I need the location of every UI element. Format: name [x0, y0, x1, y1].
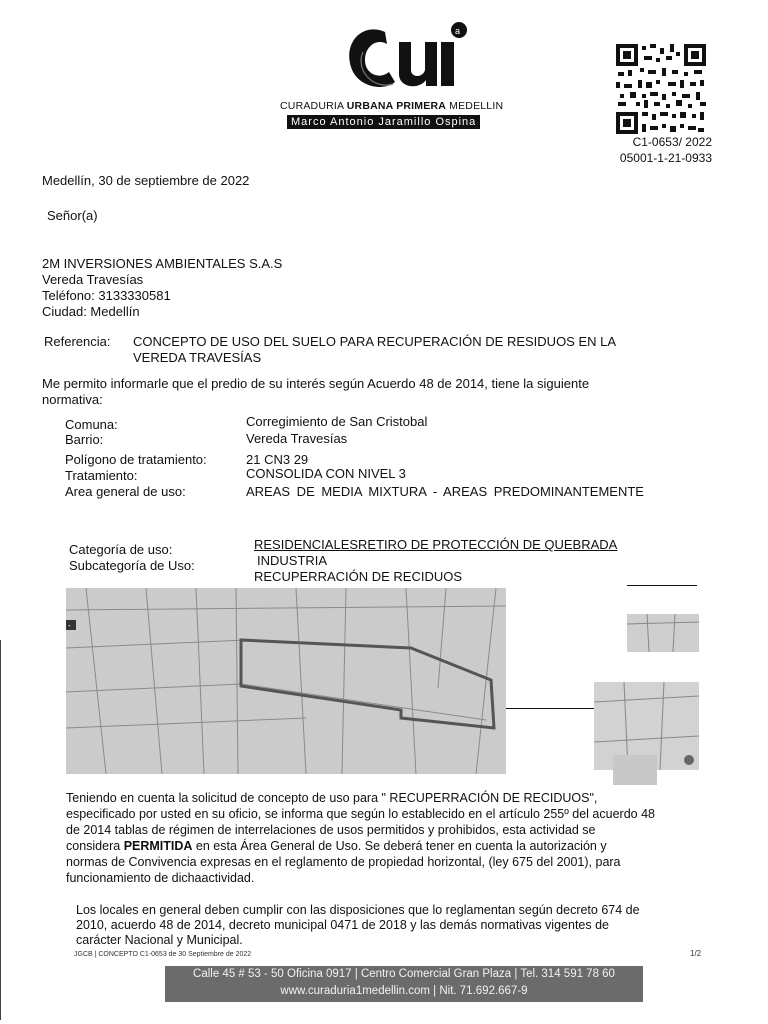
org-bold: URBANA PRIMERA [346, 100, 447, 112]
body-p1-line2: especificado por usted en su oficio, se informa que según lo establecido en el artículo 255º del acuerdo 48 [66, 807, 655, 821]
redacted-box [613, 755, 657, 785]
norm-label-area: Area general de uso: [65, 484, 186, 499]
norm-label-tratamiento: Tratamiento: [65, 468, 138, 483]
footer-contact-bar [165, 966, 643, 1002]
qr-code-icon [614, 42, 708, 136]
body-p1-line1: Teniendo en cuenta la solicitud de concepto de uso para " RECUPERRACIÓN DE RECIDUOS", [66, 791, 598, 805]
permitida-text: PERMITIDA [123, 839, 193, 853]
curaduria-logo [333, 12, 473, 102]
map-inset-top [627, 614, 699, 652]
organization-name [280, 100, 504, 112]
intro-line-1: Me permito informarle que el predio de su interés según Acuerdo 48 de 2014, tiene la siguiente [42, 376, 590, 391]
intro-line-2: normativa: [42, 392, 103, 407]
svg-text:-: - [68, 621, 71, 630]
reference-label: Referencia: [44, 334, 111, 349]
document-small-ref: JGCB | CONCEPTO C1-0653 de 30 Septiembre de 2022 [74, 951, 252, 958]
norm-value-tratamiento: CONSOLIDA CON NIVEL 3 [246, 466, 406, 481]
connector-line [506, 708, 594, 709]
norm-label-comuna: Comuna: [65, 417, 118, 432]
footer-address: Calle 45 # 53 - 50 Oficina 0917 | Centro Comercial Gran Plaza | Tel. 314 591 78 60 [193, 968, 615, 980]
page-edge-line [0, 640, 1, 1020]
norm-value-poligono: 21 CN3 29 [246, 452, 309, 467]
norm-label-poligono: Polígono de tratamiento: [65, 452, 207, 467]
radicado-code: C1-0653/ 2022 [632, 135, 712, 149]
page-number: 1/2 [690, 949, 702, 958]
norm-value-area: AREAS DE MEDIA MIXTURA - AREAS PREDOMINANTEMENTE [246, 484, 644, 499]
date-line: Medellín, 30 de septiembre de 2022 [42, 173, 250, 188]
recipient-name: 2M INVERSIONES AMBIENTALES S.A.S [42, 256, 283, 271]
categoria-value-1: RESIDENCIALESRETIRO DE PROTECCIÓN DE QUEBRADA [254, 537, 618, 552]
body-p1-line3: de 2014 tablas de régimen de interrelaciones de usos permitidos y prohibidos, esta actividad se [66, 823, 596, 837]
body-p1-line4-post: en esta Área General de Uso. Se deberá tener en cuenta la autorización y [192, 839, 607, 853]
recipient-city: Ciudad: Medellín [42, 304, 140, 319]
categoria-value-2: INDUSTRIA [257, 553, 328, 568]
norm-label-barrio: Barrio: [65, 432, 104, 447]
categoria-value-3: RECUPERRACIÓN DE RECIDUOS [254, 569, 463, 584]
org-prefix: CURADURIA [280, 100, 347, 112]
norm-value-comuna: Corregimiento de San Cristobal [246, 414, 428, 429]
subcategoria-label: Subcategoría de Uso: [69, 558, 195, 573]
body-p2-line1: Los locales en general deben cumplir con las disposiciones que lo reglamentan según decreto 674 de [76, 903, 640, 917]
org-suffix: MEDELLIN [446, 100, 504, 112]
body-p1-line6: funcionamiento de dichaactividad. [66, 871, 255, 885]
body-p2-line2: 2010, acuerdo 48 de 2014, decreto municipal 0471 de 2018 y las demás normativas vigentes de [76, 918, 609, 932]
body-p1-line4 [66, 839, 607, 854]
recipient-address: Vereda Travesías [42, 272, 144, 287]
footer-web[interactable]: www.curaduria1medellin.com | Nit. 71.692.667-9 [280, 985, 528, 997]
curator-name: Marco Antonio Jaramillo Ospina [287, 115, 480, 129]
svg-text:a: a [455, 26, 461, 36]
categoria-label: Categoría de uso: [69, 542, 173, 557]
norm-value-barrio: Vereda Travesías [246, 431, 348, 446]
reference-line-2: VEREDA TRAVESÍAS [133, 350, 262, 365]
expediente-code: 05001-1-21-0933 [619, 151, 712, 165]
divider-line [627, 585, 697, 586]
body-p1-line4-pre: considera [66, 839, 124, 853]
reference-line-1: CONCEPTO DE USO DEL SUELO PARA RECUPERACIÓN DE RESIDUOS EN LA [133, 334, 617, 349]
body-p2-line3: carácter Nacional y Municipal. [76, 933, 243, 947]
recipient-phone: Teléfono: 3133330581 [42, 288, 171, 303]
salutation: Señor(a) [47, 208, 98, 223]
body-p1-line5: normas de Convivencia expresas en el reglamento de propiedad horizontal, (ley 675 del 2001), para [66, 855, 621, 869]
cadastral-map-image [66, 588, 506, 774]
